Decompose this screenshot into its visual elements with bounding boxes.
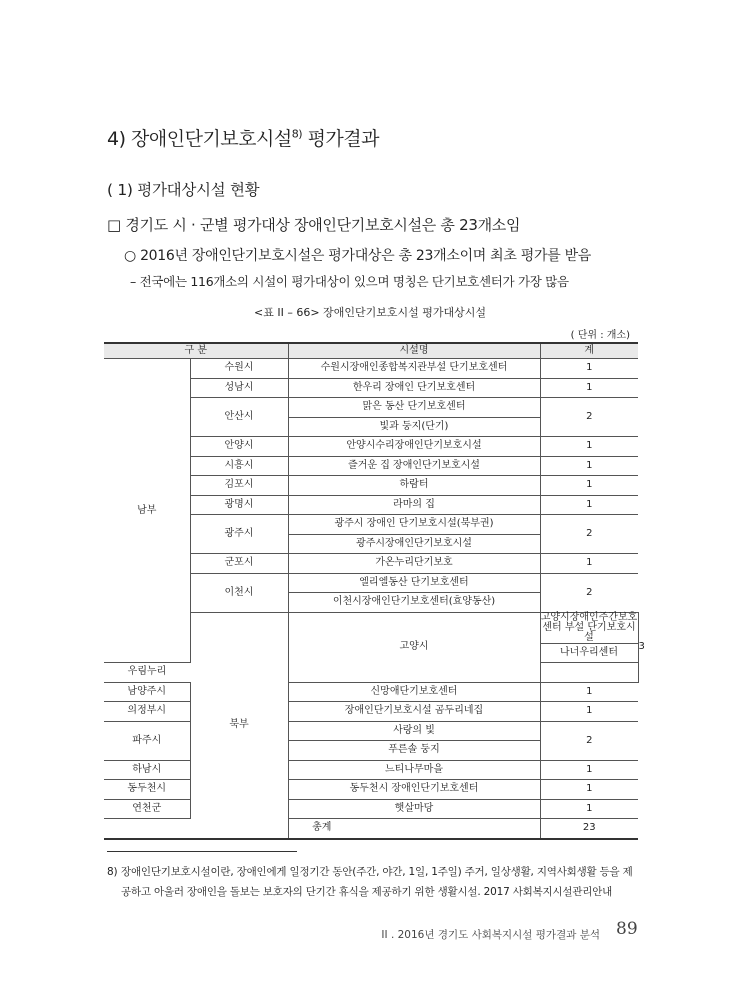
count-cell: 1: [540, 476, 638, 496]
page-number: 89: [616, 919, 638, 939]
footnote-line-1: 장애인단기보호시설이란, 장애인에게 일정기간 동안(주간, 야간, 1일, 1주일) 주거, 일상생활, 지역사회생활 등을 제: [121, 866, 633, 878]
footnote-line-2: 공하고 아울러 장애인을 돌보는 보호자의 단기간 휴식을 제공하기 위한 생활시설. 2017 사회복지시설관리안내: [121, 886, 613, 898]
facility-cell: 이천시장애인단기보호센터(효양동산): [288, 593, 540, 613]
city-cell: 이천시: [190, 573, 288, 612]
table-row: [104, 721, 638, 741]
table-row: [104, 780, 638, 800]
city-cell: 광주시: [190, 515, 288, 554]
city-cell: 의정부시: [104, 702, 190, 722]
city-cell: 파주시: [104, 721, 190, 760]
facility-cell: 신망애단기보호센터: [288, 682, 540, 702]
count-cell: 1: [540, 359, 638, 379]
facility-cell: 광주시장애인단기보호시설: [288, 534, 540, 554]
table-unit: ( 단위 : 개소): [570, 330, 630, 341]
facility-cell: 햇살마당: [288, 799, 540, 819]
count-cell: 1: [540, 378, 638, 398]
count-cell: 2: [540, 573, 638, 612]
city-cell: 하남시: [104, 760, 190, 780]
region-cell-north: 북부: [190, 612, 288, 839]
table-row: [104, 760, 638, 780]
count-cell: 1: [540, 760, 638, 780]
subsection-heading: ( 1) 평가대상시설 현황: [107, 181, 260, 199]
facility-cell: 사랑의 빛: [288, 721, 540, 741]
facility-cell: 푸른솔 둥지: [288, 741, 540, 761]
facility-cell: 수원시장애인종합복지관부설 단기보호센터: [288, 359, 540, 379]
city-cell: 연천군: [104, 799, 190, 819]
city-cell: 안산시: [190, 398, 288, 437]
facility-cell: 하람터: [288, 476, 540, 496]
city-cell: 수원시: [190, 359, 288, 379]
section-title: 4) 장애인단기보호시설: [107, 128, 292, 150]
table-row: [104, 359, 638, 379]
section-title-tail: 평가결과: [302, 128, 379, 150]
city-cell: 김포시: [190, 476, 288, 496]
table-header-row: [104, 343, 638, 359]
square-bullet-text: □ 경기도 시 · 군별 평가대상 장애인단기보호시설은 총 23개소임: [107, 216, 521, 234]
table-caption: <표 II – 66> 장애인단기보호시설 평가대상시설: [254, 306, 486, 319]
footnote: [107, 862, 637, 902]
footnote-divider: [107, 851, 297, 852]
total-label: 총계: [104, 819, 540, 839]
count-cell: 2: [540, 721, 638, 760]
city-cell: 안양시: [190, 437, 288, 457]
facility-cell: 안양시수리장애인단기보호시설: [288, 437, 540, 457]
count-cell: 1: [540, 554, 638, 574]
header-facility: 시설명: [288, 343, 540, 359]
table-row: [104, 682, 638, 702]
table-row: [104, 799, 638, 819]
count-cell: 1: [540, 780, 638, 800]
city-cell: 군포시: [190, 554, 288, 574]
count-cell: 1: [540, 456, 638, 476]
header-count: 계: [540, 343, 638, 359]
facility-cell: 광주시 장애인 단기보호시설(북부권): [288, 515, 540, 535]
city-cell: 성남시: [190, 378, 288, 398]
facility-cell: 한우리 장애인 단기보호센터: [288, 378, 540, 398]
footnote-reference[interactable]: 8): [291, 127, 303, 141]
count-cell: 1: [540, 799, 638, 819]
section-heading: [107, 124, 379, 151]
table-row: [104, 702, 638, 722]
running-header: II . 2016년 경기도 사회복지시설 평가결과 분석: [381, 929, 600, 941]
count-cell: 1: [540, 702, 638, 722]
total-value: 23: [540, 819, 638, 839]
dash-bullet-text: – 전국에는 116개소의 시설이 평가대상이 있으며 명칭은 단기보호센터가 가장 많음: [130, 274, 569, 289]
region-cell-south: 남부: [104, 359, 190, 663]
city-cell: 남양주시: [104, 682, 190, 702]
facility-cell: 라마의 집: [288, 495, 540, 515]
count-cell: 2: [540, 398, 638, 437]
facility-table: [104, 342, 645, 840]
city-cell: 시흥시: [190, 456, 288, 476]
footnote-number: 8): [107, 866, 118, 878]
facility-cell: 느티나무마을: [288, 760, 540, 780]
facility-cell: 빛과 둥지(단기): [288, 417, 540, 437]
facility-cell: 동두천시 장애인단기보호센터: [288, 780, 540, 800]
city-cell: 동두천시: [104, 780, 190, 800]
facility-cell: 우림누리: [104, 663, 190, 683]
header-region: 구 분: [104, 343, 288, 359]
count-cell: 1: [540, 682, 638, 702]
facility-cell: 장애인단기보호시설 곰두리네집: [288, 702, 540, 722]
count-cell: 1: [540, 495, 638, 515]
facility-cell: 고양시장애인주간보호센터 부설 단기보호시설: [540, 611, 638, 643]
circle-bullet-text: ○ 2016년 장애인단기보호시설은 평가대상은 총 23개소이며 최초 평가를 받음: [124, 248, 592, 264]
table-row: 북부 고양시 고양시장애인주간보호센터 부설 단기보호시설 3: [104, 612, 638, 643]
city-cell: 광명시: [190, 495, 288, 515]
city-cell: 고양시: [288, 612, 540, 682]
facility-cell: 나너우리센터: [540, 643, 638, 663]
facility-cell: 가온누리단기보호: [288, 554, 540, 574]
facility-cell: 맑은 동산 단기보호센터: [288, 398, 540, 418]
table-total-row: [104, 819, 638, 839]
facility-cell: 즐거운 집 장애인단기보호시설: [288, 456, 540, 476]
facility-cell: 엘리엘동산 단기보호센터: [288, 573, 540, 593]
count-cell: 1: [540, 437, 638, 457]
count-cell: 2: [540, 515, 638, 554]
